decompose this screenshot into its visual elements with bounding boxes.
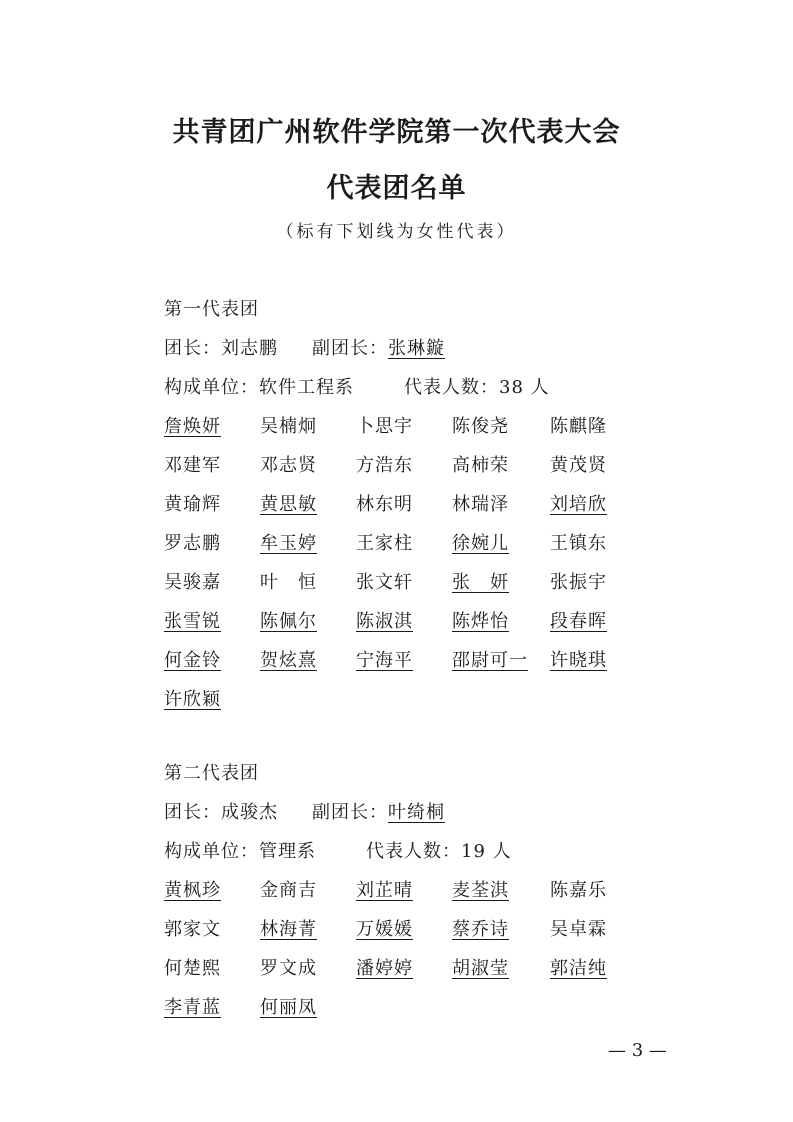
member-row xyxy=(164,563,644,602)
delegate-name: 许晓琪 xyxy=(550,650,607,671)
delegate-name: 麦荃淇 xyxy=(452,880,509,901)
delegation-name: 第一代表团 xyxy=(164,299,259,320)
delegate-name: 陈麒隆 xyxy=(550,416,607,437)
member-row xyxy=(164,602,644,641)
delegate-name: 蔡乔诗 xyxy=(452,919,509,940)
delegate-name: 许欣颖 xyxy=(164,689,221,710)
unit-name: 软件工程系 xyxy=(259,377,354,398)
delegate-count: 38 人 xyxy=(499,377,550,398)
delegate-name: 王家柱 xyxy=(356,533,413,554)
delegate-name: 段春晖 xyxy=(550,611,607,632)
leader-name: 成骏杰 xyxy=(221,802,278,823)
member-list xyxy=(164,871,644,1027)
delegate-name: 吴卓霖 xyxy=(550,919,607,940)
count-label: 代表人数： xyxy=(404,377,499,398)
delegate-name: 金商吉 xyxy=(260,880,317,901)
delegate-name: 邓志贤 xyxy=(260,455,317,476)
document-subtitle-heading: 代表团名单 xyxy=(326,173,467,204)
member-row xyxy=(164,641,644,680)
delegate-name: 詹焕妍 xyxy=(164,416,221,437)
leader-line xyxy=(164,329,644,368)
delegate-name: 黄茂贤 xyxy=(550,455,607,476)
member-row xyxy=(164,910,644,949)
unit-line xyxy=(164,368,644,407)
delegate-name: 张振宇 xyxy=(550,572,607,593)
delegate-name: 李青蓝 xyxy=(164,997,221,1018)
delegate-name: 王镇东 xyxy=(550,533,607,554)
delegate-name: 牟玉婷 xyxy=(260,533,317,554)
delegate-name: 高柿荣 xyxy=(452,455,509,476)
deputy-label: 副团长： xyxy=(312,338,388,359)
delegate-name: 陈烨怡 xyxy=(452,611,509,632)
delegate-name: 徐婉儿 xyxy=(452,533,509,554)
delegate-name: 黄思敏 xyxy=(260,494,317,515)
delegate-name: 叶 恒 xyxy=(260,572,317,593)
page-number: — 3 — xyxy=(608,1040,667,1061)
delegate-name: 张雪锐 xyxy=(164,611,221,632)
delegate-name: 万媛媛 xyxy=(356,919,413,940)
delegate-name: 吴骏嘉 xyxy=(164,572,221,593)
member-row xyxy=(164,680,644,719)
member-row xyxy=(164,949,644,988)
delegate-name: 陈佩尔 xyxy=(260,611,317,632)
deputy-label: 副团长： xyxy=(312,802,388,823)
delegate-name: 黄枫珍 xyxy=(164,880,221,901)
leader-label: 团长： xyxy=(164,802,221,823)
delegate-name: 潘婷婷 xyxy=(356,958,413,979)
unit-line xyxy=(164,832,644,871)
delegate-name: 郭家文 xyxy=(164,919,221,940)
delegation-2 xyxy=(164,754,644,1027)
leader-line xyxy=(164,793,644,832)
member-row xyxy=(164,988,644,1027)
delegate-name: 郭洁纯 xyxy=(550,958,607,979)
leader-name: 刘志鹏 xyxy=(221,338,278,359)
member-row xyxy=(164,446,644,485)
member-list xyxy=(164,407,644,719)
delegate-name: 方浩东 xyxy=(356,455,413,476)
delegate-name: 黄瑜辉 xyxy=(164,494,221,515)
count-label: 代表人数： xyxy=(366,841,461,862)
unit-label: 构成单位： xyxy=(164,841,259,862)
delegate-name: 何金铃 xyxy=(164,650,221,671)
delegate-name: 罗志鹏 xyxy=(164,533,221,554)
delegate-name: 吴楠炯 xyxy=(260,416,317,437)
delegate-name: 陈俊尧 xyxy=(452,416,509,437)
delegate-name: 陈淑淇 xyxy=(356,611,413,632)
delegate-name: 胡淑莹 xyxy=(452,958,509,979)
delegate-name: 张文轩 xyxy=(356,572,413,593)
delegate-name: 贺炫熹 xyxy=(260,650,317,671)
delegate-name: 林海菁 xyxy=(260,919,317,940)
delegate-name: 刘芷晴 xyxy=(356,880,413,901)
leader-label: 团长： xyxy=(164,338,221,359)
delegation-1 xyxy=(164,290,644,719)
member-row xyxy=(164,524,644,563)
delegate-name: 林东明 xyxy=(356,494,413,515)
delegate-name: 邵尉可一 xyxy=(452,650,528,671)
unit-label: 构成单位： xyxy=(164,377,259,398)
delegate-name: 何丽凤 xyxy=(260,997,317,1018)
delegate-name: 何楚熙 xyxy=(164,958,221,979)
delegate-name: 陈嘉乐 xyxy=(550,880,607,901)
delegate-name: 张 妍 xyxy=(452,572,509,593)
document-title: 共青团广州软件学院第一次代表大会 xyxy=(172,117,621,148)
delegate-name: 卜思宇 xyxy=(356,416,413,437)
unit-name: 管理系 xyxy=(259,841,316,862)
delegation-name: 第二代表团 xyxy=(164,763,259,784)
delegate-name: 邓建军 xyxy=(164,455,221,476)
deputy-name: 叶绮桐 xyxy=(388,802,445,823)
member-row xyxy=(164,485,644,524)
deputy-name: 张琳鏇 xyxy=(388,338,445,359)
delegate-name: 林瑞泽 xyxy=(452,494,509,515)
member-row xyxy=(164,871,644,910)
delegate-count: 19 人 xyxy=(461,841,512,862)
member-row xyxy=(164,407,644,446)
delegate-name: 宁海平 xyxy=(356,650,413,671)
delegate-name: 刘培欣 xyxy=(550,494,607,515)
underline-note: （标有下划线为女性代表） xyxy=(276,222,517,242)
delegate-name: 罗文成 xyxy=(260,958,317,979)
